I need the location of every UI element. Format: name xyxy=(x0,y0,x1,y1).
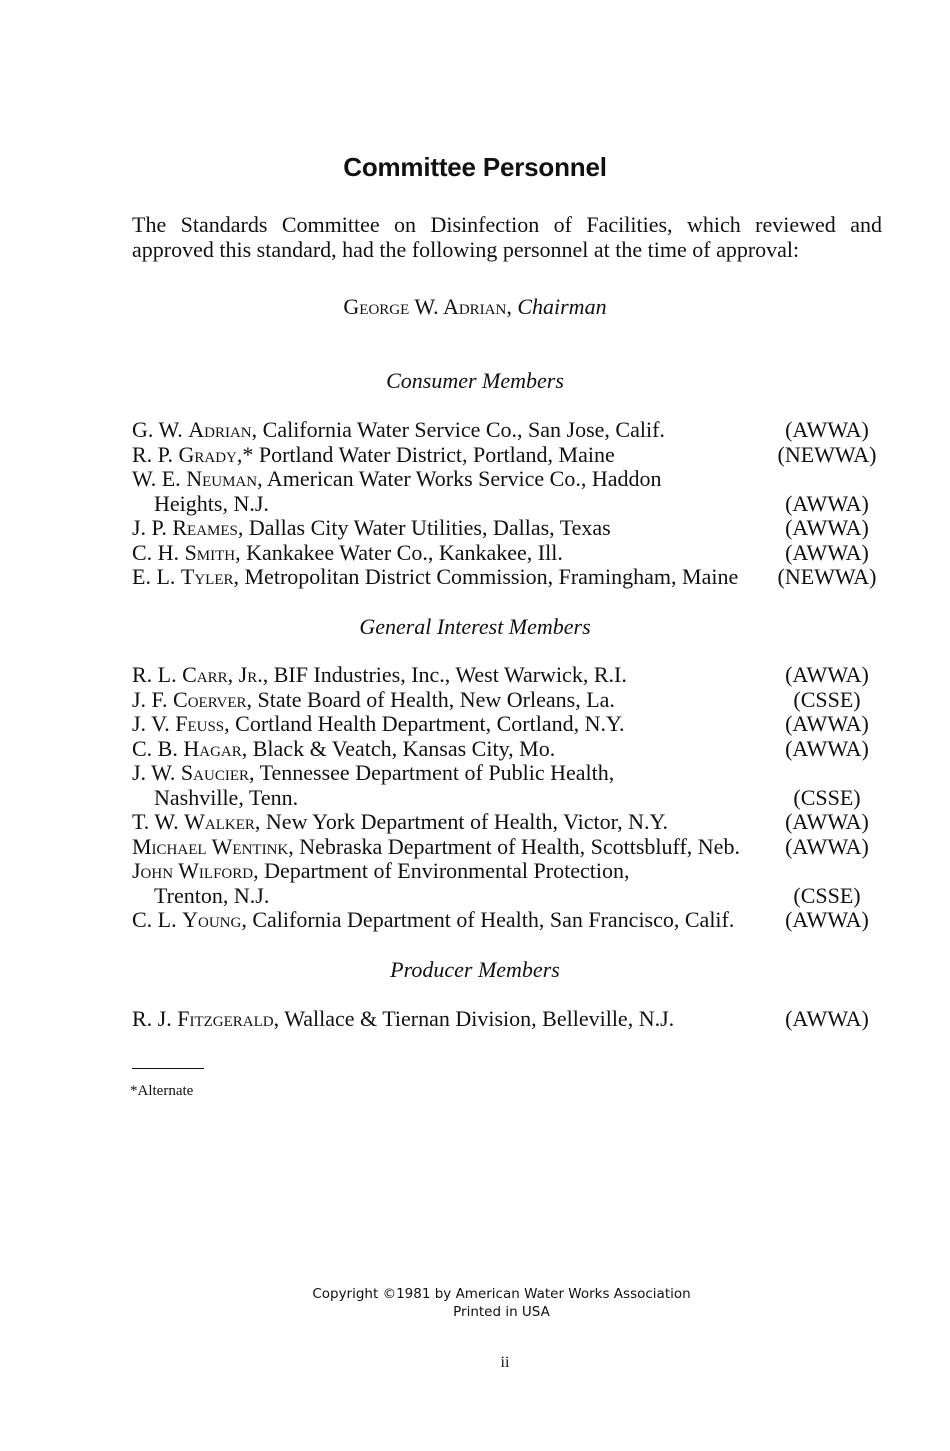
member-row xyxy=(132,859,877,884)
member-initials: E. L. xyxy=(132,564,176,589)
member-surname: Michael Wentink, xyxy=(132,833,294,859)
footnote: *Alternate xyxy=(130,1083,194,1099)
chairman-name: George W. Adrian, xyxy=(343,294,512,319)
member-entry xyxy=(132,418,777,443)
member-entry xyxy=(132,712,777,737)
member-affiliation: BIF Industries, Inc., West Warwick, R.I. xyxy=(273,662,627,687)
member-initials: R. P. xyxy=(132,441,173,467)
member-row xyxy=(132,908,877,933)
member-initials: C. B. xyxy=(132,735,178,761)
member-surname: Hagar, xyxy=(183,735,248,761)
member-surname: Smith, xyxy=(184,539,241,565)
member-initials: W. E. xyxy=(132,466,181,491)
member-organization: (AWWA) xyxy=(785,662,869,687)
member-affiliation: State Board of Health, New Orleans, La. xyxy=(257,686,615,712)
member-entry xyxy=(132,835,777,860)
member-surname: Saucier, xyxy=(180,760,255,785)
member-row xyxy=(132,688,877,713)
member-organization: (CSSE) xyxy=(793,686,861,712)
member-affiliation: California Water Service Co., San Jose, Calif. xyxy=(262,417,665,442)
member-row xyxy=(132,712,877,737)
member-row xyxy=(132,835,877,860)
member-row xyxy=(132,761,877,786)
member-entry xyxy=(132,467,777,492)
member-affiliation-continued: Nashville, Tenn. xyxy=(154,784,299,810)
member-row xyxy=(132,467,877,492)
member-organization: (AWWA) xyxy=(785,539,869,565)
member-entry xyxy=(132,859,777,884)
member-affiliation-continued: Trenton, N.J. xyxy=(154,882,270,908)
member-initials: J. P. xyxy=(132,515,167,540)
member-organization: (AWWA) xyxy=(785,490,869,516)
member-entry xyxy=(132,663,777,688)
chairman-line xyxy=(0,294,950,320)
member-surname: Adrian, xyxy=(188,417,258,442)
member-row xyxy=(132,541,877,566)
member-surname: Feuss, xyxy=(175,711,230,736)
member-organization: (AWWA) xyxy=(785,735,869,761)
member-entry xyxy=(132,810,777,835)
member-affiliation: Metropolitan District Commission, Framingham, Maine xyxy=(244,564,739,589)
member-organization: (CSSE) xyxy=(793,882,861,908)
member-row xyxy=(132,418,877,443)
member-organization: (AWWA) xyxy=(785,417,869,442)
member-surname: Walker, xyxy=(184,809,261,834)
member-list-producer xyxy=(132,1007,877,1032)
member-affiliation: New York Department of Health, Victor, N.Y. xyxy=(265,809,669,834)
member-affiliation: California Department of Health, San Francisco, Calif. xyxy=(252,907,735,932)
member-organization: (AWWA) xyxy=(785,833,869,859)
section-heading-consumer: Consumer Members xyxy=(386,368,564,393)
footnote-rule xyxy=(132,1068,204,1069)
member-initials: J. V. xyxy=(132,711,170,736)
member-surname: Reames, xyxy=(172,515,244,540)
member-row xyxy=(132,443,877,468)
member-entry xyxy=(132,688,777,713)
member-surname: Young, xyxy=(182,907,247,932)
member-affiliation: Dallas City Water Utilities, Dallas, Texas xyxy=(248,515,611,540)
member-entry xyxy=(132,908,777,933)
member-surname: Carr, Jr., xyxy=(182,662,269,687)
copyright-line: Copyright ©1981 by American Water Works Association xyxy=(312,1286,691,1302)
member-organization: (CSSE) xyxy=(793,784,861,810)
member-affiliation: Cortland Health Department, Cortland, N.Y. xyxy=(235,711,625,736)
member-row xyxy=(132,516,877,541)
member-organization: (AWWA) xyxy=(785,711,869,736)
member-affiliation: Department of Environmental Protection, xyxy=(264,858,630,883)
member-affiliation-continued: Heights, N.J. xyxy=(154,490,269,516)
member-initials: G. W. xyxy=(132,417,183,442)
member-surname: John Wilford, xyxy=(132,858,259,883)
member-affiliation: Wallace & Tiernan Division, Belleville, N.J. xyxy=(284,1006,675,1031)
member-surname: Fitzgerald, xyxy=(177,1006,280,1031)
member-row-continuation xyxy=(132,492,877,517)
member-entry xyxy=(132,737,777,762)
member-initials: C. L. xyxy=(132,907,177,932)
member-list-consumer xyxy=(132,418,877,590)
member-organization: (AWWA) xyxy=(785,1006,869,1031)
member-organization: (NEWWA) xyxy=(777,441,877,467)
member-affiliation: Nebraska Department of Health, Scottsbluff, Neb. xyxy=(299,833,740,859)
member-entry xyxy=(132,761,777,786)
member-row xyxy=(132,663,877,688)
member-affiliation: Portland Water District, Portland, Maine xyxy=(258,441,615,467)
member-initials: T. W. xyxy=(132,809,179,834)
member-initials: R. J. xyxy=(132,1006,172,1031)
member-row-continuation xyxy=(132,786,877,811)
member-entry xyxy=(132,516,777,541)
member-entry xyxy=(132,565,777,590)
member-organization: (NEWWA) xyxy=(777,564,877,589)
member-affiliation: Black & Veatch, Kansas City, Mo. xyxy=(252,735,556,761)
member-affiliation: American Water Works Service Co., Haddon xyxy=(266,466,662,491)
member-surname: Neuman, xyxy=(186,466,263,491)
member-initials: J. F. xyxy=(132,686,168,712)
member-row xyxy=(132,1007,877,1032)
member-list-general xyxy=(132,663,877,933)
member-entry xyxy=(132,541,777,566)
member-initials: J. W. xyxy=(132,760,176,785)
member-surname: Coerver, xyxy=(173,686,253,712)
member-entry xyxy=(132,1007,777,1032)
member-affiliation: Tennessee Department of Public Health, xyxy=(259,760,615,785)
member-surname: Tyler, xyxy=(180,564,239,589)
page-number: ii xyxy=(500,1354,510,1371)
member-organization: (AWWA) xyxy=(785,907,869,932)
page-title: Committee Personnel xyxy=(343,152,607,182)
member-row xyxy=(132,810,877,835)
section-heading-general: General Interest Members xyxy=(359,614,591,639)
intro-paragraph: The Standards Committee on Disinfection of Facilities, which reviewed and approved this standard, had the following personnel at the time of approval: xyxy=(132,212,882,262)
member-row xyxy=(132,565,877,590)
member-row-continuation xyxy=(132,884,877,909)
chairman-role: Chairman xyxy=(517,294,607,319)
member-organization: (AWWA) xyxy=(785,809,869,834)
member-surname: Grady,* xyxy=(178,441,254,467)
member-row xyxy=(132,737,877,762)
printed-in-line: Printed in USA xyxy=(453,1304,550,1320)
member-initials: C. H. xyxy=(132,539,180,565)
copyright-block xyxy=(0,1285,950,1321)
member-affiliation: Kankakee Water Co., Kankakee, Ill. xyxy=(246,539,563,565)
member-organization: (AWWA) xyxy=(785,515,869,540)
section-heading-producer: Producer Members xyxy=(390,957,560,982)
member-entry xyxy=(132,443,777,468)
member-initials: R. L. xyxy=(132,662,177,687)
